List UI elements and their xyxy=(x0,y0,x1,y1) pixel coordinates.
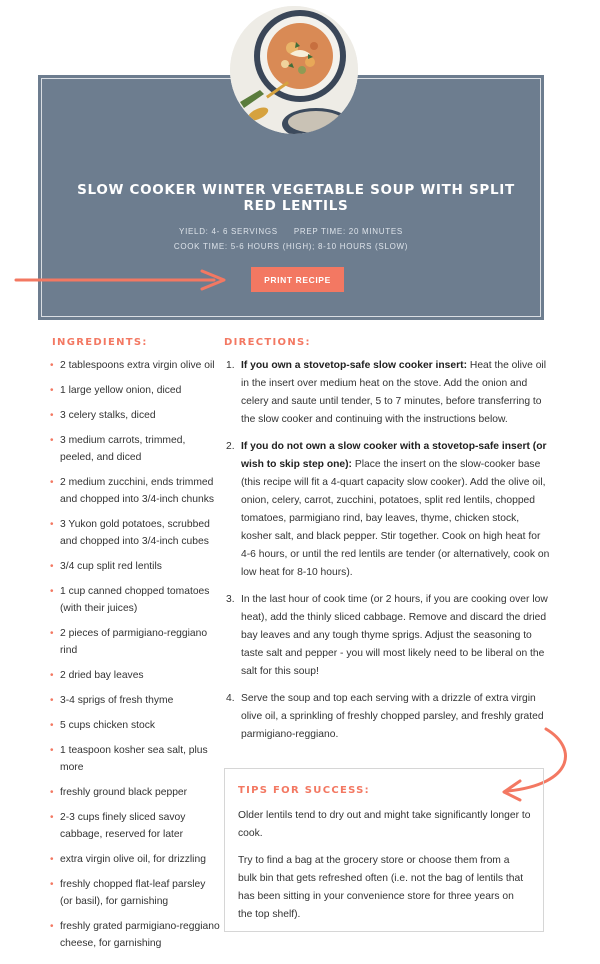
ingredient-item: • 1 cup canned chopped tomatoes (with their juices) xyxy=(50,583,220,617)
ingredient-item: • 1 large yellow onion, diced xyxy=(50,382,220,399)
recipe-yield: YIELD: 4- 6 SERVINGS xyxy=(179,227,278,236)
recipe-cook-time: COOK TIME: 5-6 HOURS (HIGH); 8-10 HOURS (SLOW) xyxy=(173,242,409,251)
ingredient-item: • 2 dried bay leaves xyxy=(50,667,220,684)
step-text: Heat the olive oil in the insert over medium heat on the stove. Add the onion and celery and saute until tender, 5 to 7 minutes, before transferring to the slow cooker and continuing with the instructions below. xyxy=(241,360,547,425)
arrow-right-icon xyxy=(14,268,229,292)
directions-list xyxy=(224,357,550,753)
direction-step xyxy=(224,591,550,681)
recipe-title: SLOW COOKER WINTER VEGETABLE SOUP WITH SPLIT RED LENTILS xyxy=(77,182,515,214)
ingredients-list xyxy=(50,357,220,960)
ingredient-item: • 2 pieces of parmigiano-reggiano rind xyxy=(50,625,220,659)
ingredient-item: • freshly ground black pepper xyxy=(50,784,220,801)
ingredient-item: • 3/4 cup split red lentils xyxy=(50,558,220,575)
tips-box xyxy=(224,768,544,932)
ingredient-item: • 3 Yukon gold potatoes, scrubbed and chopped into 3/4-inch cubes xyxy=(50,516,220,550)
step-text: In the last hour of cook time (or 2 hours, if you are cooking over low heat), add the thinly sliced cabbage. Remove and discard the dried bay leaves and any tough thyme sprigs. Adjust the seasoning to taste salt and pepper - you will most likely need to be liberal on the salt for this soup! xyxy=(241,594,548,677)
ingredient-item: • 3-4 sprigs of fresh thyme xyxy=(50,692,220,709)
print-recipe-button[interactable]: PRINT RECIPE xyxy=(251,267,344,292)
step-number: 4. xyxy=(226,693,235,704)
direction-step xyxy=(224,357,550,429)
ingredient-item: • 3 medium carrots, trimmed, peeled, and diced xyxy=(50,432,220,466)
tip-paragraph: Try to find a bag at the grocery store or choose them from a bulk bin that gets refreshed often (i.e. not the bag of lentils that has been sitting in your convenience store for three years on the top shelf). xyxy=(238,855,524,920)
ingredient-item: • 2 tablespoons extra virgin olive oil xyxy=(50,357,220,374)
recipe-prep-time: PREP TIME: 20 MINUTES xyxy=(293,227,403,236)
ingredient-item: • 3 celery stalks, diced xyxy=(50,407,220,424)
ingredient-item: • 1 teaspoon kosher sea salt, plus more xyxy=(50,742,220,776)
ingredient-item: • 2 medium zucchini, ends trimmed and chopped into 3/4-inch chunks xyxy=(50,474,220,508)
ingredient-item: • freshly chopped flat-leaf parsley (or basil), for garnishing xyxy=(50,876,220,910)
recipe-meta-line-1 xyxy=(38,227,544,236)
direction-step xyxy=(224,438,550,582)
direction-step xyxy=(224,690,550,744)
soup-bowl-illustration xyxy=(230,6,358,134)
ingredient-item: • freshly grated parmigiano-reggiano cheese, for garnishing xyxy=(50,918,220,952)
step-text: Place the insert on the slow-cooker base (this recipe will fit a 4-quart capacity slow cooker). Add the olive oil, onion, celery, carrot, zucchini, potatoes, split red lentils, chopped tomatoes, parmigiano rind, bay leaves, thyme, chicken stock, kosher salt, and black pepper. Stir together. Cook on high heat for 4-6 hours, or until the red lentils are tender (or alternatively, cook on low heat for 8-10 hours). xyxy=(241,459,550,578)
step-number: 3. xyxy=(226,594,235,605)
step-bold-lead: If you do not own a slow cooker with a stovetop-safe insert (or wish to skip step one): xyxy=(241,441,547,470)
directions-heading: DIRECTIONS: xyxy=(224,337,311,348)
ingredient-item: • 5 cups chicken stock xyxy=(50,717,220,734)
tip-paragraph: Older lentils tend to dry out and might take significantly longer to cook. xyxy=(238,810,531,839)
soup-bowl-photo xyxy=(230,6,358,134)
step-bold-lead: If you own a stovetop-safe slow cooker insert: xyxy=(241,360,468,371)
ingredient-item: • 2-3 cups finely sliced savoy cabbage, reserved for later xyxy=(50,809,220,843)
tips-heading: TIPS FOR SUCCESS: xyxy=(238,785,370,796)
step-text: Serve the soup and top each serving with a drizzle of extra virgin olive oil, a sprinkling of freshly chopped parsley, and freshly grated parmigiano-reggiano. xyxy=(241,693,544,740)
step-number: 1. xyxy=(226,360,235,371)
ingredient-item: • extra virgin olive oil, for drizzling xyxy=(50,851,220,868)
step-number: 2. xyxy=(226,441,235,452)
ingredients-heading: INGREDIENTS: xyxy=(52,337,148,348)
